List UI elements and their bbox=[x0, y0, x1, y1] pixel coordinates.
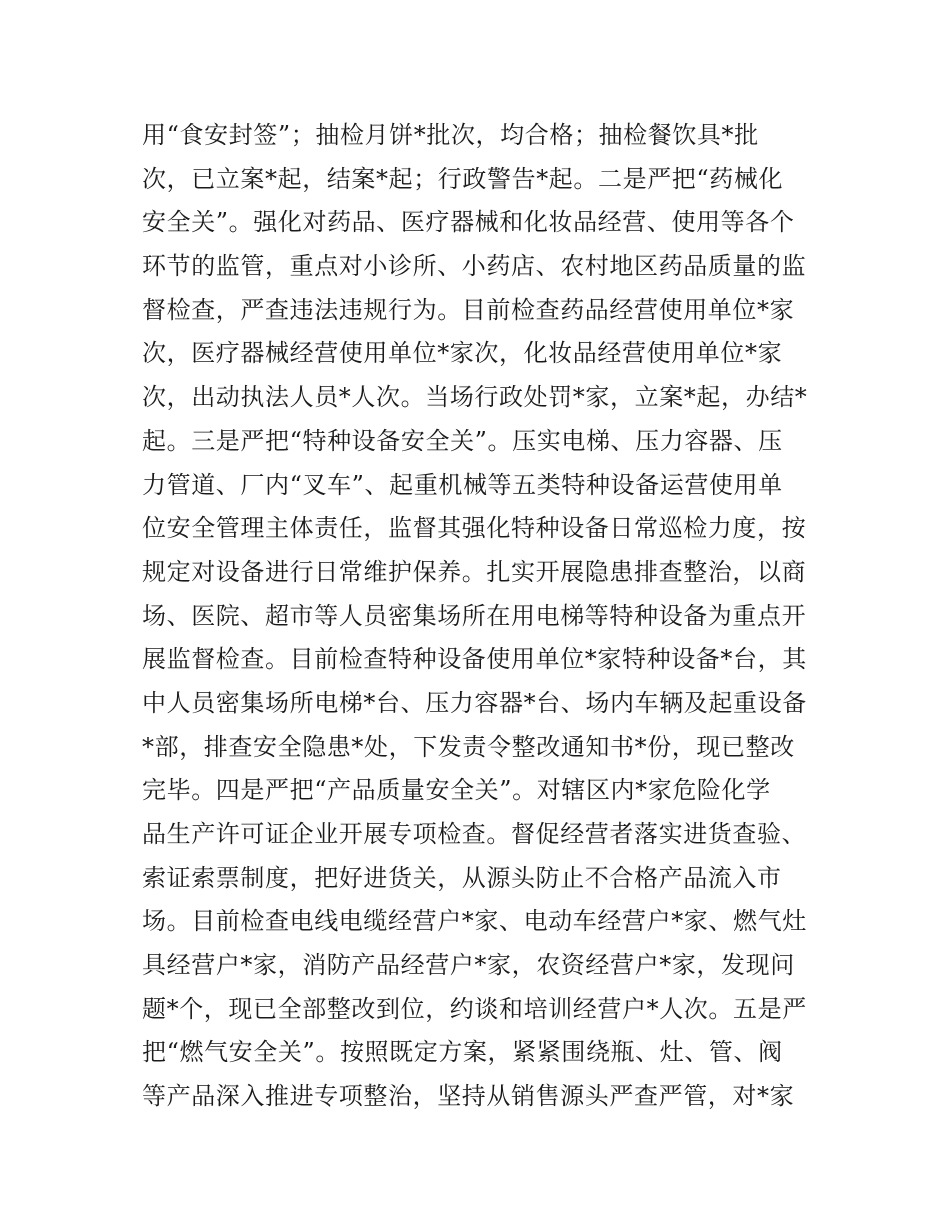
text-line: 场、医院、超市等人员密集场所在用电梯等特种设备为重点开 bbox=[142, 601, 807, 630]
text-line: 环节的监管，重点对小诊所、小药店、农村地区药品质量的监 bbox=[142, 252, 807, 281]
text-line: 次，医疗器械经营使用单位*家次，化妆品经营使用单位*家 bbox=[142, 339, 783, 368]
text-line: 力管道、厂内“叉车”、起重机械等五类特种设备运营使用单 bbox=[142, 470, 783, 499]
body-text bbox=[142, 114, 812, 1119]
text-line: 规定对设备进行日常维护保养。扎实开展隐患排查整治，以商 bbox=[142, 557, 807, 586]
text-line: 次，已立案*起，结案*起；行政警告*起。二是严把“药械化 bbox=[142, 164, 784, 193]
text-line: 次，出动执法人员*人次。当场行政处罚*家，立案*起，办结* bbox=[142, 383, 808, 412]
text-line: 用“食安封签”；抽检月饼*批次，均合格；抽检餐饮具*批 bbox=[142, 121, 759, 149]
text-line: 品生产许可证企业开展专项检查。督促经营者落实进货查验、 bbox=[142, 820, 807, 848]
text-line: 展监督检查。目前检查特种设备使用单位*家特种设备*台，其 bbox=[142, 645, 807, 674]
text-line: 起。三是严把“特种设备安全关”。压实电梯、压力容器、压 bbox=[142, 426, 783, 455]
text-line: 场。目前检查电线电缆经营户*家、电动车经营户*家、燃气灶 bbox=[142, 907, 807, 936]
text-line: 索证索票制度，把好进货关，从源头防止不合格产品流入市 bbox=[142, 863, 782, 892]
text-line: 把“燃气安全关”。按照既定方案，紧紧围绕瓶、灶、管、阀 bbox=[142, 1038, 783, 1067]
text-line: 具经营户*家，消防产品经营户*家，农资经营户*家，发现问 bbox=[142, 951, 795, 980]
text-line: 中人员密集场所电梯*台、压力容器*台、场内车辆及起重设备 bbox=[142, 688, 807, 717]
text-line: 等产品深入推进专项整治，坚持从销售源头严查严管，对*家 bbox=[142, 1082, 795, 1111]
text-line: 安全关”。强化对药品、医疗器械和化妆品经营、使用等各个 bbox=[142, 208, 795, 237]
text-line: *部，排查安全隐患*处，下发责令整改通知书*份，现已整改 bbox=[142, 732, 795, 761]
text-line: 题*个，现已全部整改到位，约谈和培训经营户*人次。五是严 bbox=[142, 994, 807, 1023]
text-line: 完毕。四是严把“产品质量安全关”。对辖区内*家危险化学 bbox=[142, 776, 771, 805]
text-line: 督检查，严查违法违规行为。目前检查药品经营使用单位*家 bbox=[142, 295, 795, 324]
text-line: 位安全管理主体责任，监督其强化特种设备日常巡检力度，按 bbox=[142, 514, 807, 543]
